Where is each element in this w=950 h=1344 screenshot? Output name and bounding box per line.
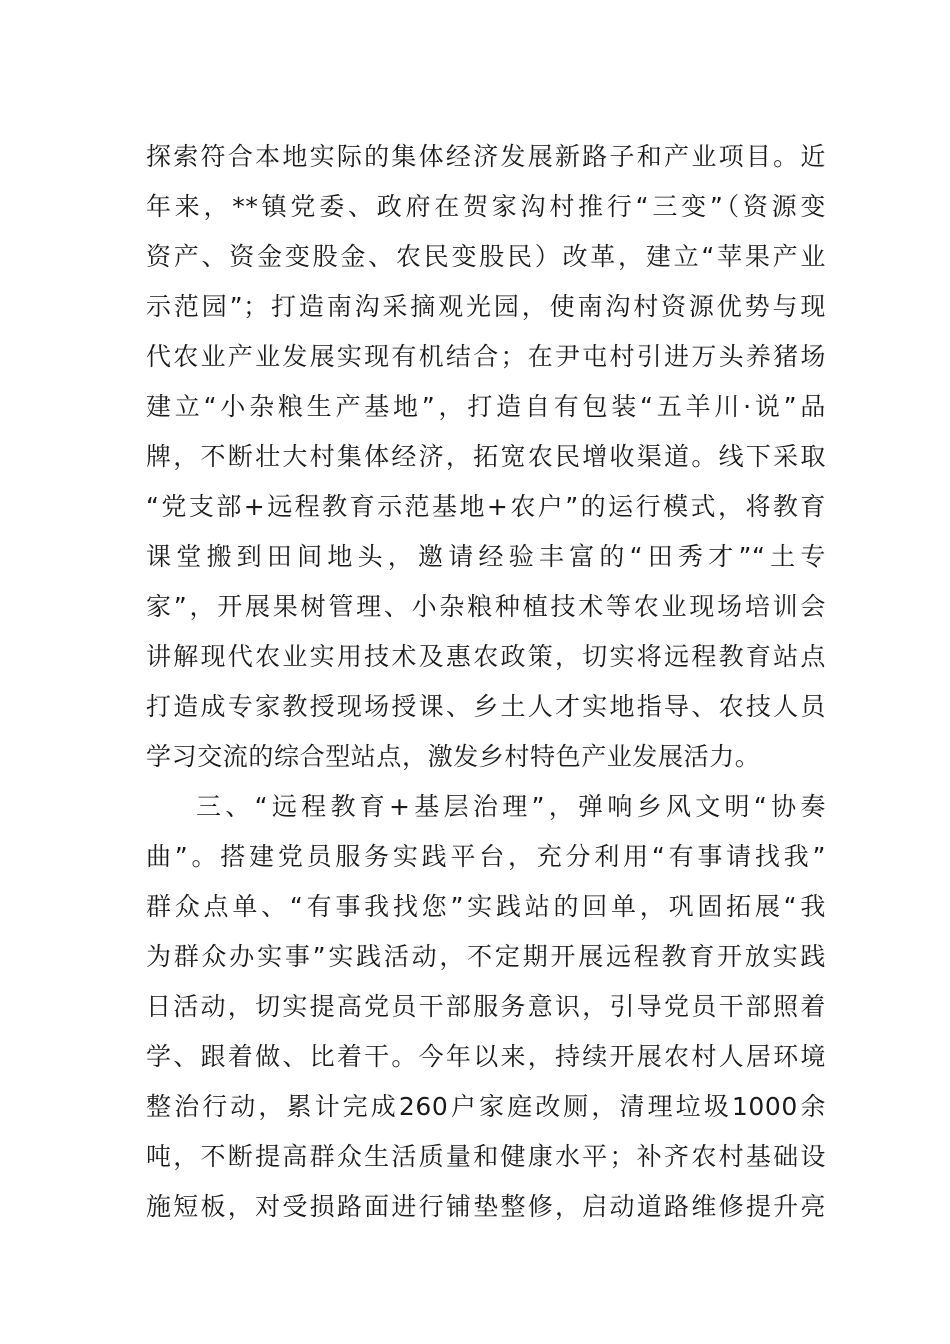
text-line: 打造成专家教授现场授课、乡土人才实地指导、农技人员	[146, 692, 826, 721]
text-line: 示范园”；打造南沟采摘观光园，使南沟村资源优势与现	[146, 292, 826, 321]
text-line: 探索符合本地实际的集体经济发展新路子和产业项目。近	[146, 142, 826, 171]
section-heading-line: 三、“远程教育+基层治理”，弹响乡风文明“协奏	[196, 792, 826, 821]
text-line: 学习交流的综合型站点，激发乡村特色产业发展活力。	[146, 742, 761, 771]
text-line: “党支部+远程教育示范基地+农户”的运行模式，将教育	[146, 492, 826, 521]
text-line: 为群众办实事”实践活动，不定期开展远程教育开放实践	[146, 942, 826, 971]
text-line: 家”，开展果树管理、小杂粮种植技术等农业现场培训会	[146, 592, 826, 621]
text-line: 讲解现代农业实用技术及惠农政策，切实将远程教育站点	[146, 642, 826, 671]
text-line: 施短板，对受损路面进行铺垫整修，启动道路维修提升亮	[146, 1192, 826, 1221]
text-line: 课堂搬到田间地头，邀请经验丰富的“田秀才”“土专	[146, 542, 826, 571]
paragraph-1	[146, 132, 826, 782]
text-line: 代农业产业发展实现有机结合；在尹屯村引进万头养猪场	[146, 342, 826, 371]
text-line: 整治行动，累计完成260户家庭改厕，清理垃圾1000余	[146, 1092, 826, 1121]
text-line: 曲”。搭建党员服务实践平台，充分利用“有事请找我”	[146, 842, 826, 871]
document-body	[146, 132, 826, 1232]
text-line: 日活动，切实提高党员干部服务意识，引导党员干部照着	[146, 992, 826, 1021]
text-line: 学、跟着做、比着干。今年以来，持续开展农村人居环境	[146, 1042, 826, 1071]
text-line: 年来，**镇党委、政府在贺家沟村推行“三变”（资源变	[146, 192, 826, 221]
text-line: 群众点单、“有事我找您”实践站的回单，巩固拓展“我	[146, 892, 826, 921]
paragraph-2	[146, 782, 826, 1232]
text-line: 资产、资金变股金、农民变股民）改革，建立“苹果产业	[146, 242, 826, 271]
text-line: 牌，不断壮大村集体经济，拓宽农民增收渠道。线下采取	[146, 442, 826, 471]
text-line: 吨，不断提高群众生活质量和健康水平；补齐农村基础设	[146, 1142, 826, 1171]
text-line: 建立“小杂粮生产基地”，打造自有包装“五羊川·说”品	[146, 392, 826, 421]
